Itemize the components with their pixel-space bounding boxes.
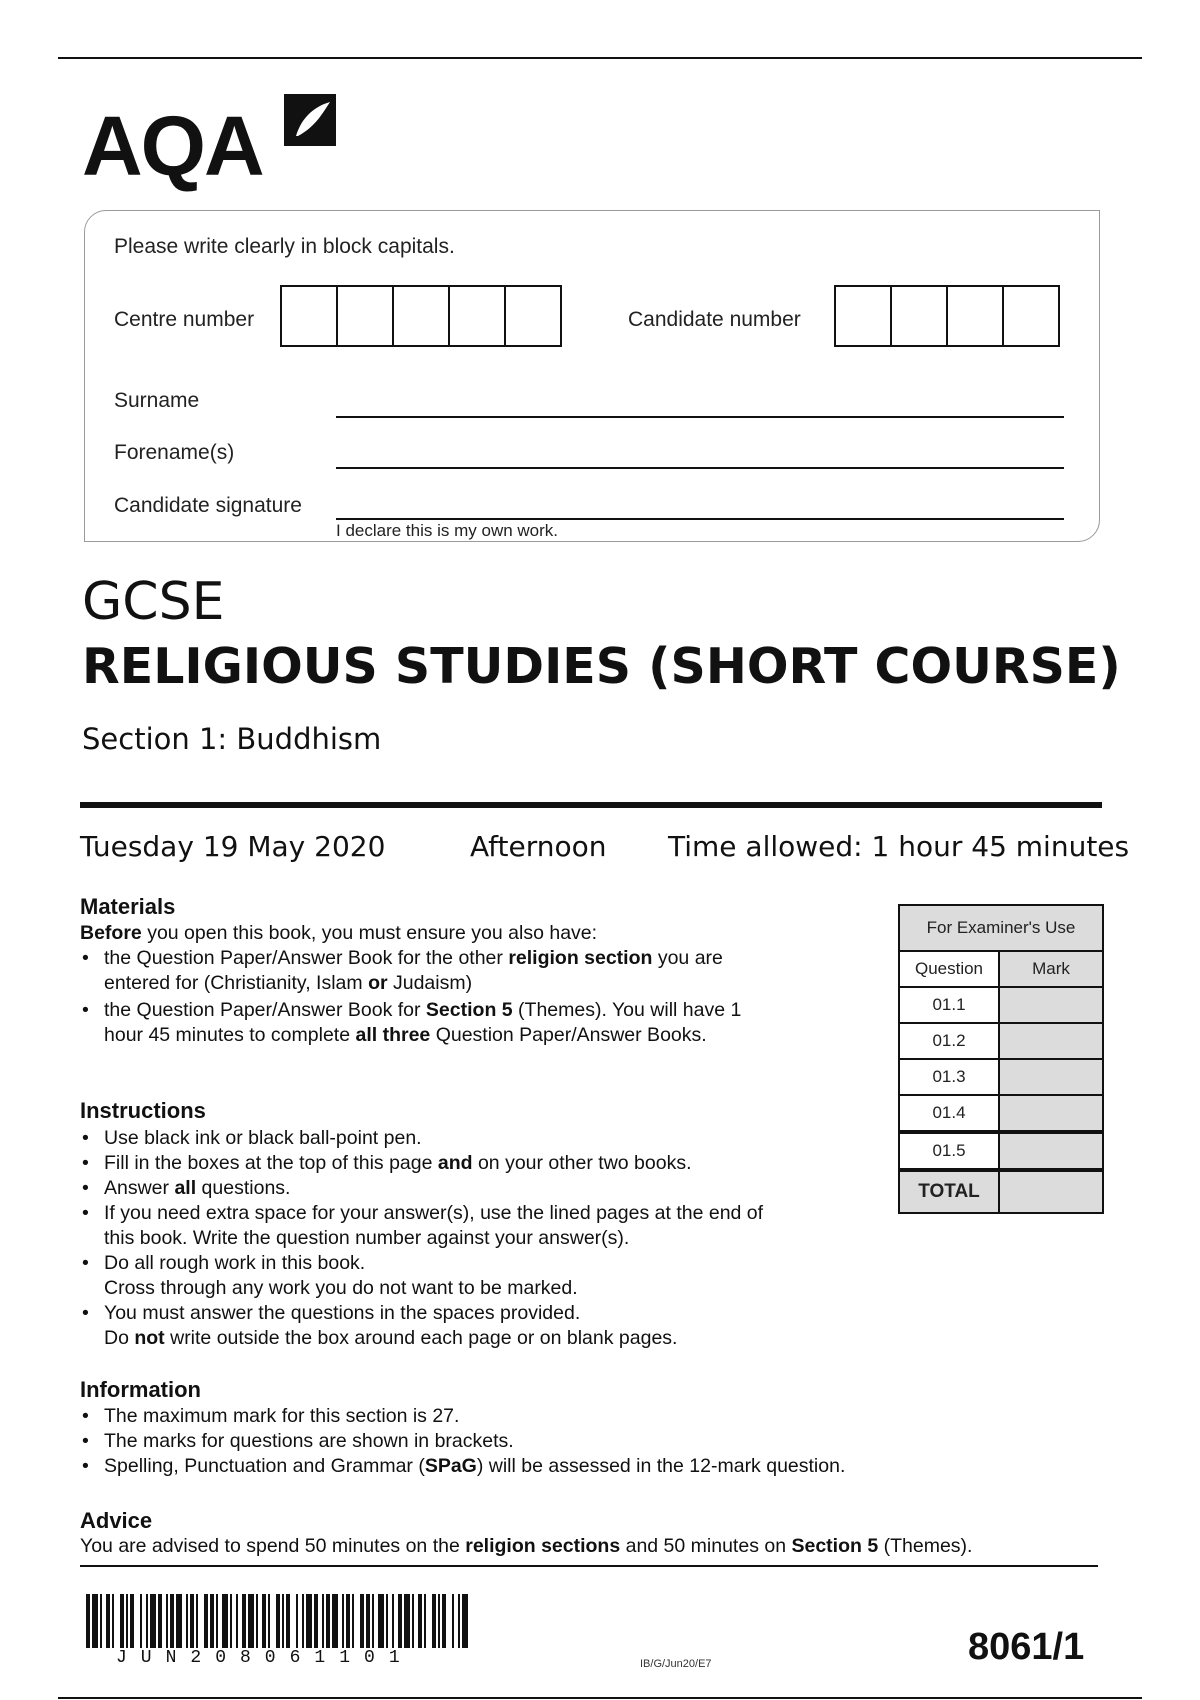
mark-cell [1000,988,1102,1022]
centre-digit-box[interactable] [338,287,394,345]
surname-label: Surname [114,389,200,412]
logo-text: AQA [82,99,263,193]
total-label: TOTAL [900,1172,1000,1212]
table-row [900,1060,1102,1096]
question-number: 01.1 [900,988,1000,1022]
table-row [900,1132,1102,1170]
list-item: • Use black ink or black ball-point pen. [80,1126,880,1151]
table-row [900,988,1102,1024]
question-number: 01.3 [900,1060,1000,1094]
exam-session: Afternoon [470,830,607,863]
subject-title: RELIGIOUS STUDIES (SHORT COURSE) [82,638,1121,695]
top-rule [58,57,1142,59]
bottom-rule [58,1697,1142,1699]
examiner-use-table [898,904,1104,1214]
table-row [900,952,1102,988]
list-item: • Fill in the boxes at the top of this page and on your other two books. [80,1151,880,1176]
information-heading: Information [80,1377,201,1402]
mark-cell [1000,1096,1102,1130]
materials-list [80,946,760,1048]
information-list [80,1404,980,1479]
forename-line[interactable] [336,467,1064,469]
paper-code: 8061/1 [968,1626,1085,1668]
candidate-number-boxes[interactable] [834,285,1060,347]
qualification-level: GCSE [82,572,225,632]
candidate-number-label: Candidate number [628,308,801,331]
list-item: • the Question Paper/Answer Book for the other religion section you are entered for (Christianity, Islam or Judaism) [80,946,760,996]
mark-cell [1000,1024,1102,1058]
list-item: • Do all rough work in this book. Cross through any work you do not want to be marked. [80,1251,880,1301]
title-divider [80,802,1102,808]
instructions-heading: Instructions [80,1098,206,1123]
advice-heading: Advice [80,1508,153,1533]
advice-rule [80,1565,1098,1567]
question-column-header: Question [900,952,1000,986]
declaration-text: I declare this is my own work. [336,521,559,540]
list-item: • You must answer the questions in the spaces provided. Do not write outside the box around each page or on blank pages. [80,1301,880,1351]
reference-code: IB/G/Jun20/E7 [640,1658,712,1670]
materials-intro-bold: Before [80,922,142,944]
table-row-total [900,1170,1102,1212]
list-item: • Answer all questions. [80,1176,880,1201]
time-allowed: Time allowed: 1 hour 45 minutes [668,830,1130,863]
candidate-details-box [84,210,1100,542]
list-item: • If you need extra space for your answer(s), use the lined pages at the end of this book. Write the question number against your answer(s). [80,1201,880,1251]
section-title: Section 1: Buddhism [82,722,382,756]
centre-digit-box[interactable] [394,287,450,345]
question-number: 01.4 [900,1096,1000,1130]
materials-intro [80,921,840,946]
table-row [900,1024,1102,1060]
materials-intro-rest: you open this book, you must ensure you also have: [141,922,598,944]
barcode-icon [86,1594,470,1648]
centre-digit-box[interactable] [282,287,338,345]
advice-text: You are advised to spend 50 minutes on the religion sections and 50 minutes on Section 5 (Themes). [80,1535,973,1557]
signature-label: Candidate signature [114,494,302,517]
question-number: 01.2 [900,1024,1000,1058]
instructions-list [80,1126,880,1351]
centre-digit-box[interactable] [450,287,506,345]
list-item: • the Question Paper/Answer Book for Section 5 (Themes). You will have 1 hour 45 minutes to complete all three Question Paper/Answer Books. [80,998,760,1048]
candidate-digit-box[interactable] [1004,287,1058,345]
signature-line[interactable] [336,518,1064,520]
surname-line[interactable] [336,416,1064,418]
examiner-table-header: For Examiner's Use [900,906,1102,952]
list-item: • The maximum mark for this section is 27. [80,1404,980,1429]
centre-number-boxes[interactable] [280,285,562,347]
materials-heading: Materials [80,894,176,919]
total-mark-cell [1000,1172,1102,1212]
mark-cell [1000,1134,1102,1168]
list-item: • Spelling, Punctuation and Grammar (SPaG) will be assessed in the 12-mark question. [80,1454,980,1479]
forename-label: Forename(s) [114,441,235,464]
list-item: • The marks for questions are shown in brackets. [80,1429,980,1454]
block-capitals-instruction: Please write clearly in block capitals. [114,235,455,258]
candidate-digit-box[interactable] [892,287,948,345]
mark-column-header: Mark [1032,959,1070,978]
exam-date: Tuesday 19 May 2020 [80,830,386,863]
candidate-digit-box[interactable] [836,287,892,345]
table-row [900,1096,1102,1132]
question-number: 01.5 [900,1134,1000,1168]
centre-digit-box[interactable] [506,287,560,345]
centre-number-label: Centre number [114,308,255,331]
candidate-digit-box[interactable] [948,287,1004,345]
mark-cell [1000,1060,1102,1094]
barcode-digits: JUN208061101 [116,1648,414,1668]
logo-mark-icon [282,92,338,148]
